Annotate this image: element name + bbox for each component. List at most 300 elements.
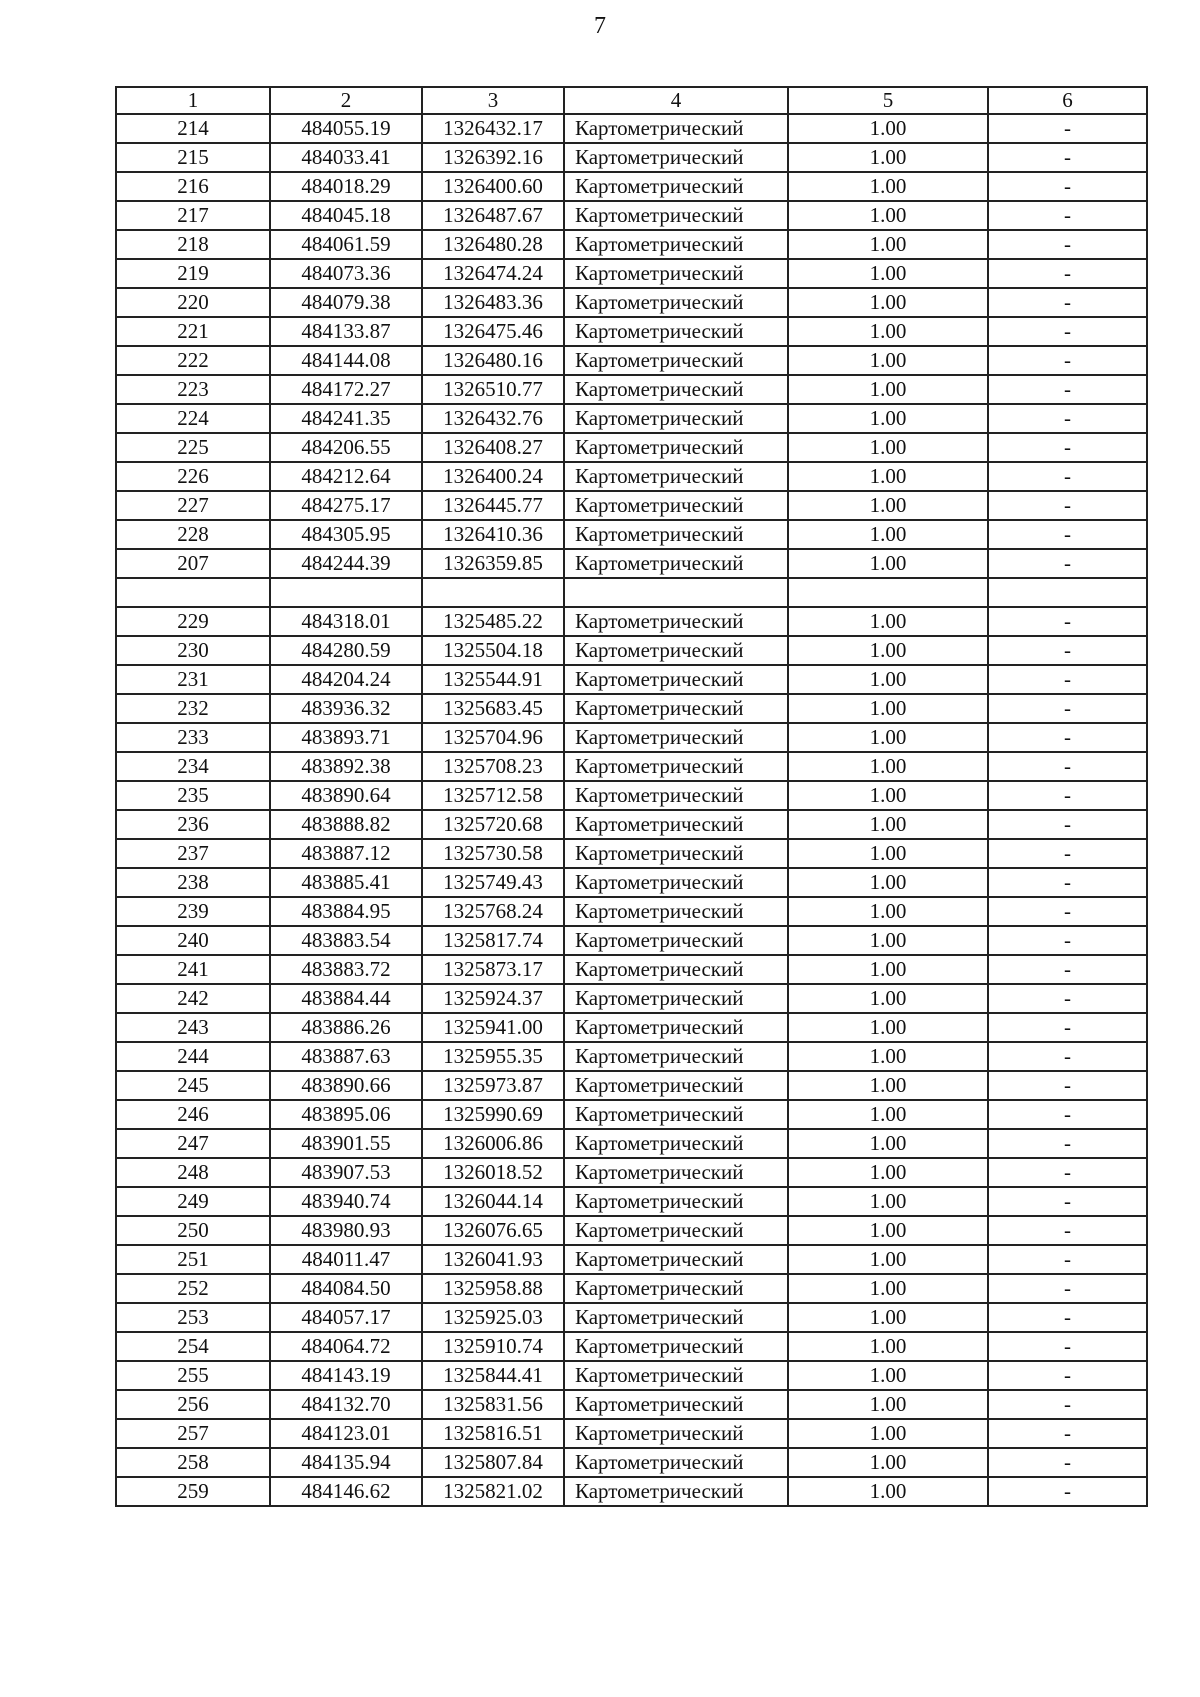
method-cell: Картометрический <box>564 1274 788 1303</box>
table-row <box>116 607 1147 636</box>
method-cell: Картометрический <box>564 897 788 926</box>
point-number-cell: 241 <box>116 955 270 984</box>
accuracy-cell: 1.00 <box>788 1477 988 1506</box>
x-coordinate-cell: 483884.95 <box>270 897 422 926</box>
y-coordinate-cell: 1326487.67 <box>422 201 564 230</box>
accuracy-cell: 1.00 <box>788 462 988 491</box>
x-coordinate-cell: 484064.72 <box>270 1332 422 1361</box>
x-coordinate-cell: 484132.70 <box>270 1390 422 1419</box>
table-row <box>116 636 1147 665</box>
accuracy-cell: 1.00 <box>788 1274 988 1303</box>
table-row <box>116 926 1147 955</box>
accuracy-cell: 1.00 <box>788 259 988 288</box>
x-coordinate-cell: 484135.94 <box>270 1448 422 1477</box>
x-coordinate-cell: 484073.36 <box>270 259 422 288</box>
y-coordinate-cell: 1325712.58 <box>422 781 564 810</box>
method-cell: Картометрический <box>564 607 788 636</box>
accuracy-cell: 1.00 <box>788 1071 988 1100</box>
point-number-cell: 257 <box>116 1419 270 1448</box>
note-cell: - <box>988 955 1147 984</box>
y-coordinate-cell: 1325925.03 <box>422 1303 564 1332</box>
x-coordinate-cell: 484123.01 <box>270 1419 422 1448</box>
x-coordinate-cell: 484172.27 <box>270 375 422 404</box>
y-coordinate-cell: 1325768.24 <box>422 897 564 926</box>
note-cell: - <box>988 984 1147 1013</box>
note-cell: - <box>988 462 1147 491</box>
y-coordinate-cell: 1325941.00 <box>422 1013 564 1042</box>
note-cell: - <box>988 114 1147 143</box>
point-number-cell: 231 <box>116 665 270 694</box>
note-cell: - <box>988 259 1147 288</box>
point-number-cell <box>116 578 270 607</box>
point-number-cell: 259 <box>116 1477 270 1506</box>
table-row <box>116 1332 1147 1361</box>
x-coordinate-cell: 483901.55 <box>270 1129 422 1158</box>
x-coordinate-cell: 484045.18 <box>270 201 422 230</box>
accuracy-cell: 1.00 <box>788 781 988 810</box>
note-cell: - <box>988 1303 1147 1332</box>
note-cell: - <box>988 1158 1147 1187</box>
x-coordinate-cell: 484057.17 <box>270 1303 422 1332</box>
accuracy-cell: 1.00 <box>788 897 988 926</box>
x-coordinate-cell: 483892.38 <box>270 752 422 781</box>
x-coordinate-cell: 483907.53 <box>270 1158 422 1187</box>
y-coordinate-cell: 1325955.35 <box>422 1042 564 1071</box>
accuracy-cell: 1.00 <box>788 1303 988 1332</box>
point-number-cell: 238 <box>116 868 270 897</box>
accuracy-cell: 1.00 <box>788 375 988 404</box>
method-cell: Картометрический <box>564 375 788 404</box>
x-coordinate-cell: 484018.29 <box>270 172 422 201</box>
note-cell: - <box>988 926 1147 955</box>
note-cell: - <box>988 1100 1147 1129</box>
y-coordinate-cell: 1326076.65 <box>422 1216 564 1245</box>
method-cell: Картометрический <box>564 868 788 897</box>
table-row <box>116 752 1147 781</box>
accuracy-cell: 1.00 <box>788 201 988 230</box>
x-coordinate-cell: 484011.47 <box>270 1245 422 1274</box>
table-row <box>116 1071 1147 1100</box>
y-coordinate-cell: 1326400.60 <box>422 172 564 201</box>
table-row <box>116 433 1147 462</box>
point-number-cell: 214 <box>116 114 270 143</box>
accuracy-cell: 1.00 <box>788 317 988 346</box>
point-number-cell: 236 <box>116 810 270 839</box>
table-row <box>116 143 1147 172</box>
point-number-cell: 249 <box>116 1187 270 1216</box>
table-row <box>116 1013 1147 1042</box>
table-row <box>116 1158 1147 1187</box>
column-header-1: 1 <box>116 87 270 114</box>
note-cell: - <box>988 288 1147 317</box>
note-cell: - <box>988 1216 1147 1245</box>
x-coordinate-cell: 484206.55 <box>270 433 422 462</box>
accuracy-cell: 1.00 <box>788 984 988 1013</box>
x-coordinate-cell: 484055.19 <box>270 114 422 143</box>
point-number-cell: 222 <box>116 346 270 375</box>
y-coordinate-cell: 1326392.16 <box>422 143 564 172</box>
accuracy-cell: 1.00 <box>788 346 988 375</box>
y-coordinate-cell: 1326432.17 <box>422 114 564 143</box>
accuracy-cell: 1.00 <box>788 1158 988 1187</box>
y-coordinate-cell: 1325749.43 <box>422 868 564 897</box>
table-row <box>116 1477 1147 1506</box>
accuracy-cell: 1.00 <box>788 114 988 143</box>
note-cell: - <box>988 868 1147 897</box>
method-cell: Картометрический <box>564 1390 788 1419</box>
note-cell: - <box>988 433 1147 462</box>
table-row <box>116 868 1147 897</box>
point-number-cell: 223 <box>116 375 270 404</box>
y-coordinate-cell: 1326510.77 <box>422 375 564 404</box>
x-coordinate-cell: 483940.74 <box>270 1187 422 1216</box>
x-coordinate-cell: 484212.64 <box>270 462 422 491</box>
note-cell: - <box>988 1245 1147 1274</box>
note-cell: - <box>988 1477 1147 1506</box>
y-coordinate-cell: 1325704.96 <box>422 723 564 752</box>
accuracy-cell: 1.00 <box>788 752 988 781</box>
method-cell: Картометрический <box>564 781 788 810</box>
x-coordinate-cell: 484280.59 <box>270 636 422 665</box>
table-header-row <box>116 87 1147 114</box>
note-cell: - <box>988 607 1147 636</box>
accuracy-cell: 1.00 <box>788 955 988 984</box>
method-cell: Картометрический <box>564 143 788 172</box>
table-row <box>116 1187 1147 1216</box>
note-cell: - <box>988 201 1147 230</box>
note-cell: - <box>988 781 1147 810</box>
note-cell: - <box>988 143 1147 172</box>
table-row <box>116 810 1147 839</box>
accuracy-cell: 1.00 <box>788 926 988 955</box>
method-cell: Картометрический <box>564 694 788 723</box>
x-coordinate-cell: 484143.19 <box>270 1361 422 1390</box>
note-cell: - <box>988 1042 1147 1071</box>
point-number-cell: 234 <box>116 752 270 781</box>
table-row <box>116 665 1147 694</box>
table-row <box>116 1419 1147 1448</box>
x-coordinate-cell: 483936.32 <box>270 694 422 723</box>
point-number-cell: 254 <box>116 1332 270 1361</box>
note-cell: - <box>988 1332 1147 1361</box>
accuracy-cell: 1.00 <box>788 1100 988 1129</box>
method-cell: Картометрический <box>564 1216 788 1245</box>
y-coordinate-cell: 1326480.28 <box>422 230 564 259</box>
y-coordinate-cell: 1325990.69 <box>422 1100 564 1129</box>
method-cell: Картометрический <box>564 1448 788 1477</box>
method-cell: Картометрический <box>564 230 788 259</box>
method-cell: Картометрический <box>564 1303 788 1332</box>
method-cell: Картометрический <box>564 984 788 1013</box>
note-cell: - <box>988 1013 1147 1042</box>
accuracy-cell: 1.00 <box>788 549 988 578</box>
y-coordinate-cell: 1326445.77 <box>422 491 564 520</box>
point-number-cell: 251 <box>116 1245 270 1274</box>
accuracy-cell: 1.00 <box>788 288 988 317</box>
method-cell: Картометрический <box>564 288 788 317</box>
method-cell: Картометрический <box>564 1013 788 1042</box>
note-cell: - <box>988 1419 1147 1448</box>
point-number-cell: 215 <box>116 143 270 172</box>
table-row <box>116 317 1147 346</box>
method-cell: Картометрический <box>564 926 788 955</box>
x-coordinate-cell: 484061.59 <box>270 230 422 259</box>
note-cell: - <box>988 810 1147 839</box>
column-header-3: 3 <box>422 87 564 114</box>
note-cell: - <box>988 665 1147 694</box>
accuracy-cell: 1.00 <box>788 1216 988 1245</box>
point-number-cell: 235 <box>116 781 270 810</box>
table-row <box>116 897 1147 926</box>
table-row <box>116 172 1147 201</box>
y-coordinate-cell: 1325910.74 <box>422 1332 564 1361</box>
method-cell: Картометрический <box>564 549 788 578</box>
note-cell: - <box>988 172 1147 201</box>
point-number-cell: 250 <box>116 1216 270 1245</box>
accuracy-cell: 1.00 <box>788 1419 988 1448</box>
y-coordinate-cell: 1326475.46 <box>422 317 564 346</box>
accuracy-cell: 1.00 <box>788 1042 988 1071</box>
note-cell: - <box>988 723 1147 752</box>
column-header-5: 5 <box>788 87 988 114</box>
y-coordinate-cell: 1325730.58 <box>422 839 564 868</box>
x-coordinate-cell: 484318.01 <box>270 607 422 636</box>
y-coordinate-cell <box>422 578 564 607</box>
method-cell: Картометрический <box>564 955 788 984</box>
method-cell: Картометрический <box>564 665 788 694</box>
accuracy-cell: 1.00 <box>788 839 988 868</box>
method-cell: Картометрический <box>564 752 788 781</box>
point-number-cell: 230 <box>116 636 270 665</box>
note-cell <box>988 578 1147 607</box>
method-cell: Картометрический <box>564 1100 788 1129</box>
table-row <box>116 1448 1147 1477</box>
table-row <box>116 694 1147 723</box>
accuracy-cell: 1.00 <box>788 868 988 897</box>
method-cell: Картометрический <box>564 114 788 143</box>
note-cell: - <box>988 230 1147 259</box>
method-cell: Картометрический <box>564 1129 788 1158</box>
method-cell: Картометрический <box>564 1158 788 1187</box>
note-cell: - <box>988 549 1147 578</box>
table-row <box>116 1245 1147 1274</box>
method-cell: Картометрический <box>564 723 788 752</box>
table-row <box>116 1042 1147 1071</box>
accuracy-cell: 1.00 <box>788 723 988 752</box>
table-row <box>116 375 1147 404</box>
x-coordinate-cell: 484204.24 <box>270 665 422 694</box>
point-number-cell: 218 <box>116 230 270 259</box>
method-cell: Картометрический <box>564 636 788 665</box>
table-row <box>116 201 1147 230</box>
note-cell: - <box>988 839 1147 868</box>
x-coordinate-cell: 483883.72 <box>270 955 422 984</box>
note-cell: - <box>988 346 1147 375</box>
note-cell: - <box>988 1129 1147 1158</box>
y-coordinate-cell: 1326018.52 <box>422 1158 564 1187</box>
table-row <box>116 955 1147 984</box>
column-header-2: 2 <box>270 87 422 114</box>
x-coordinate-cell: 483886.26 <box>270 1013 422 1042</box>
table-row <box>116 1274 1147 1303</box>
y-coordinate-cell: 1326483.36 <box>422 288 564 317</box>
y-coordinate-cell: 1325831.56 <box>422 1390 564 1419</box>
accuracy-cell: 1.00 <box>788 665 988 694</box>
note-cell: - <box>988 520 1147 549</box>
y-coordinate-cell: 1325821.02 <box>422 1477 564 1506</box>
x-coordinate-cell: 484305.95 <box>270 520 422 549</box>
y-coordinate-cell: 1326044.14 <box>422 1187 564 1216</box>
note-cell: - <box>988 404 1147 433</box>
note-cell: - <box>988 1187 1147 1216</box>
y-coordinate-cell: 1326474.24 <box>422 259 564 288</box>
point-number-cell: 242 <box>116 984 270 1013</box>
point-number-cell: 258 <box>116 1448 270 1477</box>
x-coordinate-cell: 484033.41 <box>270 143 422 172</box>
point-number-cell: 239 <box>116 897 270 926</box>
method-cell: Картометрический <box>564 317 788 346</box>
point-number-cell: 217 <box>116 201 270 230</box>
y-coordinate-cell: 1325683.45 <box>422 694 564 723</box>
method-cell: Картометрический <box>564 201 788 230</box>
point-number-cell: 248 <box>116 1158 270 1187</box>
point-number-cell: 229 <box>116 607 270 636</box>
table-row <box>116 839 1147 868</box>
point-number-cell: 233 <box>116 723 270 752</box>
method-cell: Картометрический <box>564 404 788 433</box>
accuracy-cell: 1.00 <box>788 636 988 665</box>
column-header-6: 6 <box>988 87 1147 114</box>
point-number-cell: 232 <box>116 694 270 723</box>
point-number-cell: 227 <box>116 491 270 520</box>
y-coordinate-cell: 1326400.24 <box>422 462 564 491</box>
point-number-cell: 221 <box>116 317 270 346</box>
x-coordinate-cell <box>270 578 422 607</box>
accuracy-cell: 1.00 <box>788 1245 988 1274</box>
table-row <box>116 288 1147 317</box>
coordinates-table <box>115 86 1148 1507</box>
point-number-cell: 253 <box>116 1303 270 1332</box>
accuracy-cell: 1.00 <box>788 1361 988 1390</box>
point-number-cell: 226 <box>116 462 270 491</box>
method-cell: Картометрический <box>564 1332 788 1361</box>
table-row <box>116 984 1147 1013</box>
table-row <box>116 549 1147 578</box>
point-number-cell: 247 <box>116 1129 270 1158</box>
accuracy-cell: 1.00 <box>788 433 988 462</box>
y-coordinate-cell: 1325973.87 <box>422 1071 564 1100</box>
method-cell: Картометрический <box>564 259 788 288</box>
table-row <box>116 520 1147 549</box>
point-number-cell: 237 <box>116 839 270 868</box>
method-cell: Картометрический <box>564 1187 788 1216</box>
accuracy-cell: 1.00 <box>788 491 988 520</box>
accuracy-cell: 1.00 <box>788 1013 988 1042</box>
accuracy-cell: 1.00 <box>788 172 988 201</box>
y-coordinate-cell: 1325817.74 <box>422 926 564 955</box>
point-number-cell: 220 <box>116 288 270 317</box>
table-row <box>116 1390 1147 1419</box>
table-row <box>116 1100 1147 1129</box>
point-number-cell: 216 <box>116 172 270 201</box>
method-cell: Картометрический <box>564 462 788 491</box>
table-separator-row <box>116 578 1147 607</box>
accuracy-cell <box>788 578 988 607</box>
y-coordinate-cell: 1325958.88 <box>422 1274 564 1303</box>
table-row <box>116 346 1147 375</box>
note-cell: - <box>988 317 1147 346</box>
y-coordinate-cell: 1326041.93 <box>422 1245 564 1274</box>
accuracy-cell: 1.00 <box>788 1129 988 1158</box>
x-coordinate-cell: 483895.06 <box>270 1100 422 1129</box>
y-coordinate-cell: 1326480.16 <box>422 346 564 375</box>
note-cell: - <box>988 491 1147 520</box>
x-coordinate-cell: 483883.54 <box>270 926 422 955</box>
accuracy-cell: 1.00 <box>788 230 988 259</box>
y-coordinate-cell: 1325807.84 <box>422 1448 564 1477</box>
method-cell: Картометрический <box>564 346 788 375</box>
y-coordinate-cell: 1326006.86 <box>422 1129 564 1158</box>
point-number-cell: 252 <box>116 1274 270 1303</box>
accuracy-cell: 1.00 <box>788 810 988 839</box>
table-row <box>116 259 1147 288</box>
note-cell: - <box>988 694 1147 723</box>
y-coordinate-cell: 1325544.91 <box>422 665 564 694</box>
table-row <box>116 781 1147 810</box>
x-coordinate-cell: 484244.39 <box>270 549 422 578</box>
method-cell: Картометрический <box>564 520 788 549</box>
x-coordinate-cell: 483888.82 <box>270 810 422 839</box>
point-number-cell: 244 <box>116 1042 270 1071</box>
method-cell: Картометрический <box>564 810 788 839</box>
note-cell: - <box>988 1274 1147 1303</box>
note-cell: - <box>988 752 1147 781</box>
accuracy-cell: 1.00 <box>788 520 988 549</box>
point-number-cell: 246 <box>116 1100 270 1129</box>
x-coordinate-cell: 483884.44 <box>270 984 422 1013</box>
note-cell: - <box>988 897 1147 926</box>
accuracy-cell: 1.00 <box>788 1390 988 1419</box>
accuracy-cell: 1.00 <box>788 143 988 172</box>
accuracy-cell: 1.00 <box>788 1332 988 1361</box>
x-coordinate-cell: 484133.87 <box>270 317 422 346</box>
point-number-cell: 224 <box>116 404 270 433</box>
point-number-cell: 256 <box>116 1390 270 1419</box>
table-row <box>116 491 1147 520</box>
accuracy-cell: 1.00 <box>788 694 988 723</box>
x-coordinate-cell: 483887.12 <box>270 839 422 868</box>
table-row <box>116 1361 1147 1390</box>
x-coordinate-cell: 484144.08 <box>270 346 422 375</box>
x-coordinate-cell: 483887.63 <box>270 1042 422 1071</box>
y-coordinate-cell: 1326410.36 <box>422 520 564 549</box>
table-row <box>116 723 1147 752</box>
note-cell: - <box>988 1071 1147 1100</box>
accuracy-cell: 1.00 <box>788 404 988 433</box>
y-coordinate-cell: 1325504.18 <box>422 636 564 665</box>
y-coordinate-cell: 1325720.68 <box>422 810 564 839</box>
x-coordinate-cell: 484241.35 <box>270 404 422 433</box>
table-row <box>116 1216 1147 1245</box>
x-coordinate-cell: 483893.71 <box>270 723 422 752</box>
y-coordinate-cell: 1325924.37 <box>422 984 564 1013</box>
point-number-cell: 245 <box>116 1071 270 1100</box>
method-cell: Картометрический <box>564 1071 788 1100</box>
point-number-cell: 240 <box>116 926 270 955</box>
x-coordinate-cell: 484084.50 <box>270 1274 422 1303</box>
point-number-cell: 207 <box>116 549 270 578</box>
accuracy-cell: 1.00 <box>788 1448 988 1477</box>
